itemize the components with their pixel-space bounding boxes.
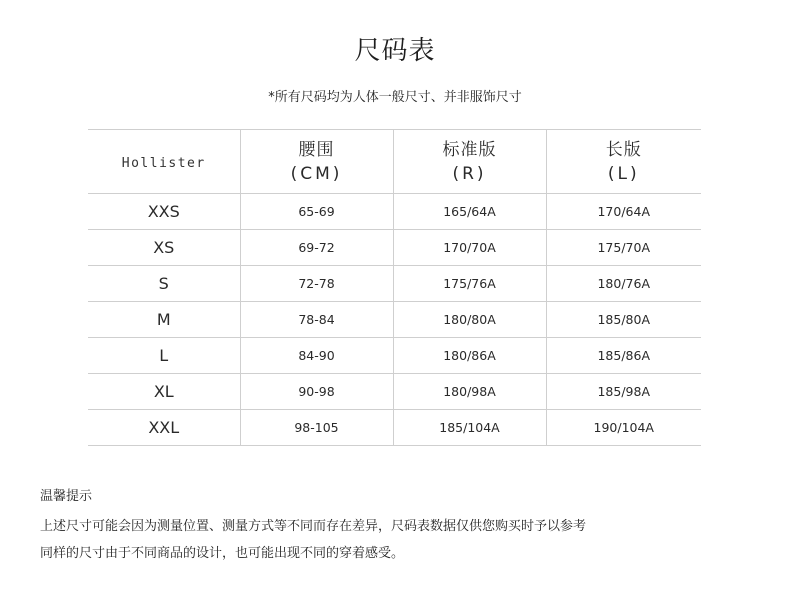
tips-line: 同样的尺寸由于不同商品的设计，也可能出现不同的穿着感受。 [40,546,405,561]
long-cell: 175/70A [546,230,701,266]
table-row [88,194,701,230]
header-regular-label: 标准版 [442,139,497,160]
table-row [88,374,701,410]
size-cell: XXS [88,194,240,230]
tips-line: 上述尺寸可能会因为测量位置、测量方式等不同而存在差异，尺码表数据仅供您购买时予以参考 [40,519,587,534]
page-title: 尺码表 [354,36,436,66]
table-row [88,338,701,374]
regular-cell: 185/104A [393,410,546,446]
table-row [88,410,701,446]
size-cell: XL [88,374,240,410]
table-row [88,302,701,338]
long-cell: 185/80A [546,302,701,338]
header-waist-unit: (CM) [290,163,343,184]
waist-cell: 65-69 [240,194,393,230]
long-cell: 185/98A [546,374,701,410]
regular-cell: 180/86A [393,338,546,374]
header-long-label: 长版 [605,139,642,160]
page-subtitle: *所有尺码均为人体一般尺寸、并非服饰尺寸 [268,90,522,105]
brand-label: Hollister [121,156,206,171]
long-cell: 190/104A [546,410,701,446]
regular-cell: 165/64A [393,194,546,230]
header-waist [240,130,393,194]
waist-cell: 84-90 [240,338,393,374]
long-cell: 170/64A [546,194,701,230]
table-row [88,230,701,266]
waist-cell: 98-105 [240,410,393,446]
regular-cell: 170/70A [393,230,546,266]
waist-cell: 69-72 [240,230,393,266]
waist-cell: 78-84 [240,302,393,338]
header-regular-code: (R) [452,163,487,184]
size-cell: L [88,338,240,374]
table-row [88,266,701,302]
regular-cell: 175/76A [393,266,546,302]
waist-cell: 90-98 [240,374,393,410]
size-cell: M [88,302,240,338]
long-cell: 185/86A [546,338,701,374]
waist-cell: 72-78 [240,266,393,302]
header-waist-label: 腰围 [298,139,335,160]
tips-section [40,487,760,567]
size-chart-table [88,129,701,446]
long-cell: 180/76A [546,266,701,302]
tips-title: 温馨提示 [40,489,93,504]
size-cell: S [88,266,240,302]
header-long-code: (L) [607,163,640,184]
header-regular [393,130,546,194]
regular-cell: 180/98A [393,374,546,410]
header-brand [88,130,240,194]
regular-cell: 180/80A [393,302,546,338]
header-long [546,130,701,194]
size-cell: XS [88,230,240,266]
table-header-row [88,130,701,194]
size-cell: XXL [88,410,240,446]
